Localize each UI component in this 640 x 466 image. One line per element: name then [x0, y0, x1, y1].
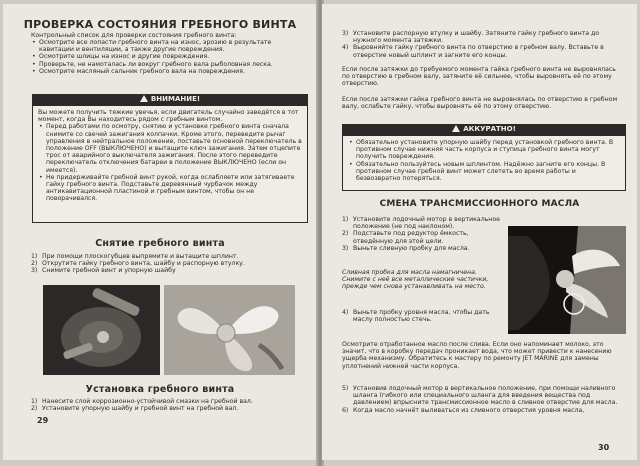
install-step: 3) Установите распорную втулку и шайбу. Затяните гайку гребного винта до нужного момента затяжки.: [342, 30, 600, 45]
warning-box: [32, 105, 308, 223]
left-page: [3, 4, 317, 460]
install-step: 2) Установите упорную шайбу и гребной винт на гребной вал.: [31, 405, 239, 413]
checklist-item: • Осмотрите все лопасти гребного винта на износ, эрозию в результате кавитации и вентиляции, а также другие повреждения.: [31, 39, 307, 53]
note-paragraph: Если после затяжки гайка гребного винта не выровнялась по отверстию в гребном валу, ослабьте гайку, чтобы выровнять её по этому отверстию.: [342, 96, 618, 111]
install-title: Установка гребного винта: [85, 384, 235, 395]
checklist-item: • Проверьте, не намоталась ли вокруг гребного вала рыболовная леска.: [31, 61, 307, 68]
removal-step: 1) При помощи плоскогубцев выпрямите и вытащите шплинт.: [31, 253, 239, 260]
checklist: [31, 39, 307, 75]
page-title: ПРОВЕРКА СОСТОЯНИЯ ГРЕБНОГО ВИНТА: [23, 18, 297, 31]
caution-label: АККУРАТНО!: [463, 125, 516, 133]
page-number-right: 30: [598, 443, 610, 452]
caution-list: [348, 139, 620, 182]
photo-propeller: [164, 285, 295, 375]
page-number-left: 29: [37, 416, 49, 425]
warning-label: ВНИМАНИЕ!: [150, 95, 201, 103]
install-steps: [31, 398, 307, 412]
section-title: СМЕНА ТРАНСМИССИОННОГО МАСЛА: [379, 199, 580, 209]
oil-step: 4) Выньте пробку уровня масла, чтобы дать маслу полностью стечь.: [342, 309, 490, 324]
photo-drain-plug: [508, 226, 626, 334]
warning-header: [32, 94, 308, 105]
right-page: [322, 4, 637, 460]
install-steps-continued: [342, 30, 624, 59]
warning-icon: [140, 95, 148, 102]
removal-step: 3) Снимите гребной винт и упорную шайбу: [31, 267, 176, 275]
oil-step: 1) Установите лодочный мотор в вертикальное положение (не под наклоном).: [342, 216, 500, 231]
removal-step: 2) Открутите гайку гребного винта, шайбу и распорную втулку.: [31, 260, 245, 268]
warning-item: • Перед работами по осмотру, снятию и установке гребного винта сначала снимите со свечей зажигания колпачки. Кроме этого, переведите рычаг управления в нейтральное положение, поставьте основной переключатель в положение OFF (ВЫКЛЮЧЕНО) и вытащите ключ зажигания. Затем отцепите трос от аварийного выключателя зажигания. После этого переведите переключатель отключения батареи в положение ВЫКЛЮЧЕНО (если он имеется).: [38, 123, 302, 173]
warning-item: • Не придерживайте гребной винт рукой, когда ослабляете или затягиваете гайку гребного винта. Подставьте деревянный чурбачок между антикавитационной пластиной и гребным винтом, чтобы он не поворачивался.: [38, 174, 302, 203]
removal-steps: [31, 253, 307, 275]
oil-step: 2) Подставьте под редуктор ёмкость, отведённую для этой цели.: [342, 230, 469, 245]
caution-item: • Обязательно пользуйтесь новым шплинтом. Надёжно загните его концы. В противном случае гребной винт может слететь во время работы и безвозвратно потеряться.: [348, 161, 620, 183]
photo-cotter-pin: [43, 285, 160, 375]
photo-propeller-art: [164, 285, 295, 375]
magnetic-plug-note: Сливная пробка для масла намагничена. Снимите с неё все металлические частички, прежде чем снова устанавливать на место.: [342, 269, 489, 291]
oil-steps: [342, 216, 502, 252]
caution-icon: [452, 125, 460, 132]
oil-step: 3) Выньте сливную пробку для масла.: [342, 244, 470, 252]
oil-step: 6) Когда масло начнёт выливаться из сливного отверстия уровня масла,: [342, 406, 585, 414]
warning-list: [38, 123, 302, 202]
caution-box: [342, 135, 626, 191]
warning-lead: Вы можете получить тяжкие увечья, если двигатель случайно заведётся в тот момент, когда Вы находитесь рядом с гребным винтом.: [38, 109, 299, 124]
oil-step-4: [342, 309, 502, 323]
oil-steps-final: [342, 385, 626, 414]
install-step: 4) Выровняйте гайку гребного винта по отверстию в гребном валу. Вставьте в отверстие новый шплинт и загните его концы.: [342, 44, 604, 59]
removal-title: Снятие гребного винта: [95, 238, 225, 249]
checklist-intro: Контрольный список для проверки состояния гребного винта:: [31, 32, 237, 39]
caution-item: • Обязательно установите упорную шайбу перед установкой гребного винта. В противном случае нижняя часть корпуса и ступица гребного винта могут получить повреждения.: [348, 139, 620, 161]
oil-step: 5) Установив лодочный мотор в вертикальное положение, при помощи наливного шланга (гибкого или специального шланга для введения вещества под давлением) впрысните трансмиссионное масло в сливное отверстие для масла.: [342, 385, 618, 407]
caution-header: [342, 124, 626, 135]
install-step: 1) Нанесите слой коррозионно-устойчивой смазки на гребной вал.: [31, 398, 253, 405]
checklist-item: • Осмотрите шлицы на износ и другие повреждения.: [31, 53, 307, 60]
oil-inspection-paragraph: Осмотрите отработанное масло после слива. Если оно напоминает молоко, это значит, что в коробку передач проникает вода, что может привести к нанесению ущерба механизму. Обратитесь к мастеру по ремонту JET MARINE для замены уплотнений нижней части корпуса.: [342, 341, 612, 370]
photo-drain-plug-art: [508, 226, 626, 334]
checklist-item: • Осмотрите масляный сальник гребного вала на повреждения.: [31, 68, 307, 75]
photo-cotter-pin-art: [43, 285, 160, 375]
note-paragraph: Если после затяжки до требуемого момента гайка гребного винта не выровнялась по отверстию в гребном валу, затяните её сильнее, чтобы выровнять её по этому отверстию.: [342, 66, 616, 88]
